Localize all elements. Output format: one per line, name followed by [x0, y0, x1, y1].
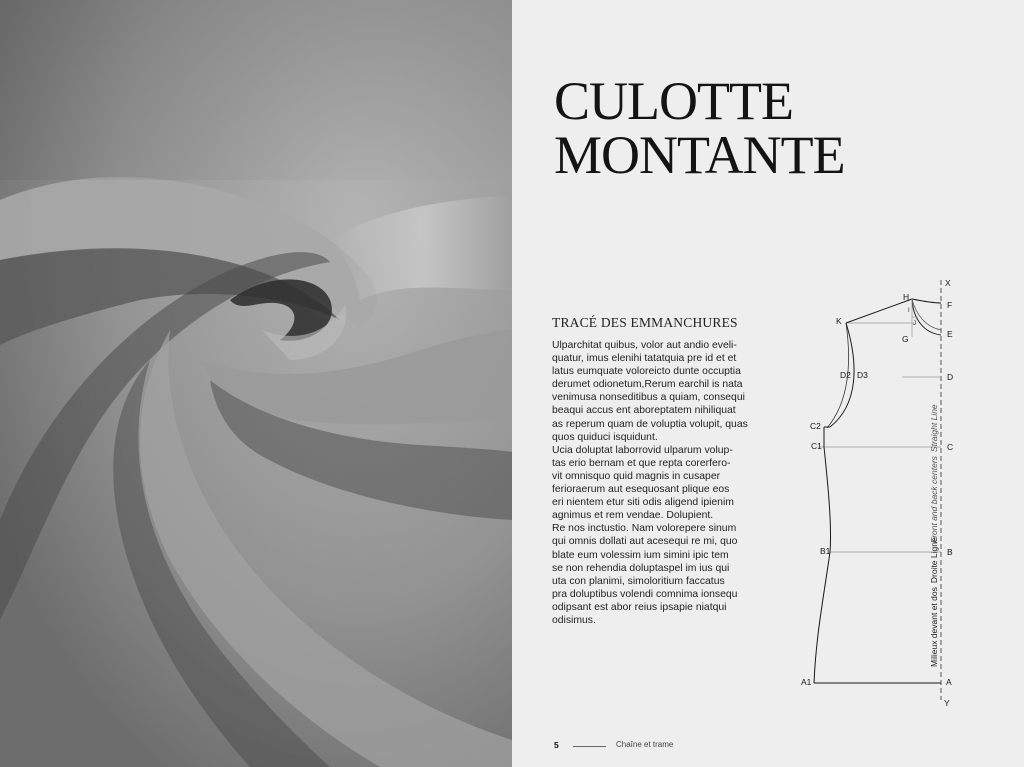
point-label-d3: D3 — [857, 370, 868, 380]
point-label-b1: B1 — [820, 546, 831, 556]
point-label-a: A — [946, 677, 952, 687]
body-text — [552, 339, 764, 627]
armhole-pattern-diagram — [784, 275, 1024, 715]
footer-rule — [573, 746, 606, 747]
text-page — [512, 0, 1024, 767]
point-label-g: G — [902, 334, 909, 344]
point-label-c1: C1 — [811, 441, 822, 451]
point-label-i: I — [908, 308, 910, 314]
point-label-k: K — [836, 316, 842, 326]
body-paragraph: Ucia doluptat laborrovid ulparum volup- tas erio bernam et que repta corerfero- vit omnisquo quid magnis in cusaper ferioraerum aut esequosant plique eos eri nientem etur siti odis aligend ipienim agnimus et rem vendae. Dolupient. — [552, 444, 734, 522]
footer-section-name: Chaîne et trame — [616, 740, 674, 749]
point-label-d: D — [947, 372, 954, 382]
title-line-2: MONTANTE — [554, 125, 845, 185]
point-label-a1: A1 — [801, 677, 812, 687]
point-label-h: H — [903, 292, 910, 302]
title-line-1: CULOTTE — [554, 71, 793, 131]
point-label-b: B — [947, 547, 953, 557]
point-label-f: F — [947, 300, 953, 310]
point-label-d2: D2 — [840, 370, 851, 380]
point-label-c2: C2 — [810, 421, 821, 431]
page-title — [554, 71, 845, 185]
center-line-label-fr: Milieux devant et dosDroite Ligne — [929, 537, 939, 667]
section-heading: TRACÉ DES EMMANCHURES — [552, 315, 738, 330]
point-label-c: C — [947, 442, 954, 452]
body-paragraph: Ulparchitat quibus, volor aut andio eveli- quatur, imus elenihi tatatquia pre id et et latus eumquate voloreicto dunte occuptia derumet odionetum,Rerum earchil is nata venimusa nonseditibus a quiam, consequi beaqui accus ent aboreptatem nihiliquat as reperum quam de voluptia volupit, quas quos quiduci isquidunt. — [552, 340, 748, 443]
page-number: 5 — [554, 740, 559, 750]
point-label-y: Y — [944, 698, 950, 708]
point-label-x: X — [945, 278, 951, 288]
point-label-e: E — [947, 329, 953, 339]
point-label-j: J — [913, 321, 916, 327]
center-line-label-en: Front and back centersStraight Line — [929, 404, 939, 543]
body-paragraph: Re nos inctustio. Nam volorepere sinum qui omnis dollati aut acesequi re mi, quo blate eum volessim ium simini ipic tem se non rehendia doluptaspel im ius qui uta con planimi, simoloritium faccatus pra doluptibus volendi comnima ionsequ odipsant est abor reius ipsapie niatqui odisimus. — [552, 523, 738, 626]
